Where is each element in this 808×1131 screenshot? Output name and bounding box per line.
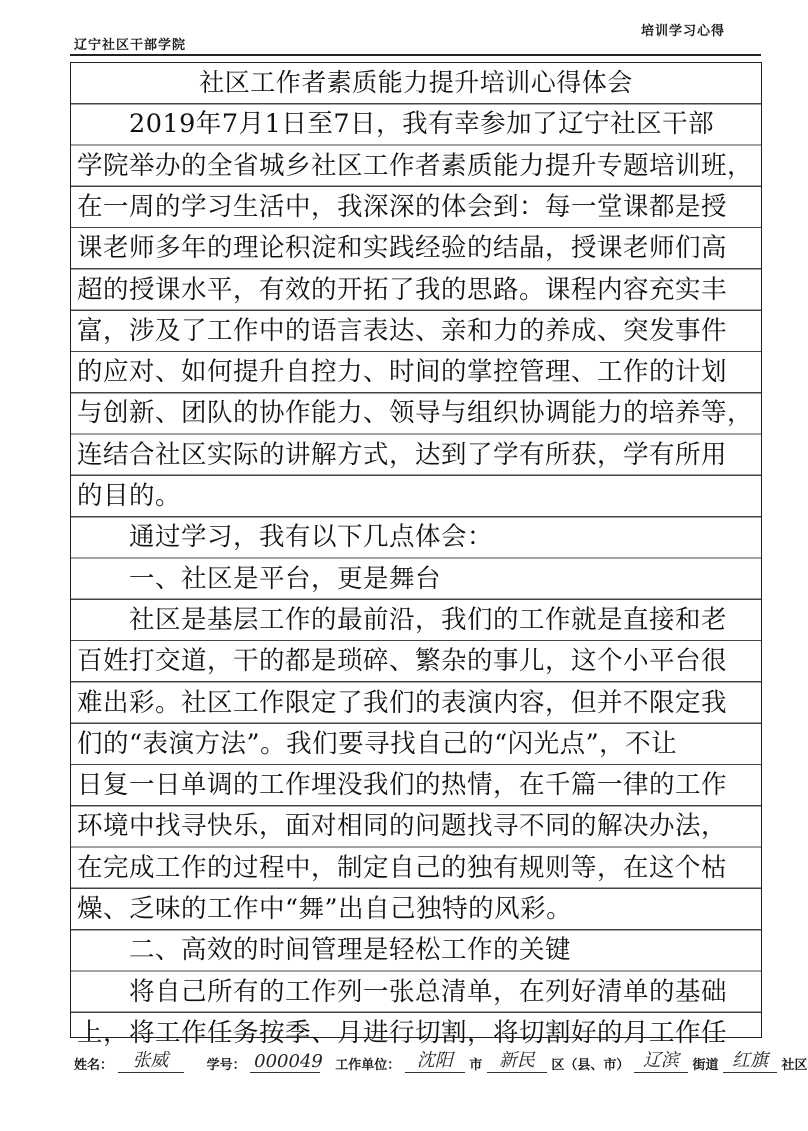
essay-line: 与创新、团队的协作能力、领导与组织协调能力的培养等， bbox=[77, 398, 754, 429]
essay-line: 上，将工作任务按季、月进行切割，将切割好的月工作任 bbox=[77, 1017, 728, 1048]
essay-line: 环境中找寻快乐，面对相同的问题找寻不同的解决办法， bbox=[77, 811, 728, 842]
street-value: 辽滨 bbox=[634, 1046, 688, 1073]
name-label: 姓名： bbox=[74, 1058, 114, 1073]
ruled-writing-area bbox=[70, 62, 762, 1048]
essay-line: 通过学习，我有以下几点体会： bbox=[77, 522, 494, 553]
essay-line: 们的“表演方法”。我们要寻找自己的“闪光点”，不让 bbox=[77, 728, 678, 759]
student-id-value: 000049 bbox=[250, 1051, 320, 1073]
essay-line: 的应对、如何提升自控力、时间的掌控管理、工作的计划 bbox=[77, 357, 728, 388]
district-suffix: 区（县、市） bbox=[551, 1058, 630, 1073]
community-value: 红旗 bbox=[723, 1046, 777, 1073]
essay-line: 课老师多年的理论积淀和实践经验的结晶，授课老师们高 bbox=[77, 233, 728, 264]
essay-line: 日复一日单调的工作埋没我们的热情，在千篇一律的工作 bbox=[77, 770, 728, 801]
document-type-header: 培训学习心得 bbox=[640, 24, 725, 39]
student-id-label: 学号： bbox=[206, 1058, 246, 1073]
work-unit-label: 工作单位： bbox=[335, 1058, 401, 1073]
city-suffix: 市 bbox=[469, 1058, 483, 1073]
essay-line: 百姓打交道，干的都是琐碎、繁杂的事儿，这个小平台很 bbox=[77, 646, 728, 677]
community-suffix: 社区 bbox=[781, 1058, 808, 1073]
essay-line: 一、社区是平台，更是舞台 bbox=[77, 563, 442, 594]
district-value: 新民 bbox=[487, 1046, 547, 1073]
essay-title: 社区工作者素质能力提升培训心得体会 bbox=[199, 68, 633, 97]
header-divider bbox=[70, 54, 761, 56]
institution-header: 辽宁社区干部学院 bbox=[74, 38, 187, 53]
essay-line: 连结合社区实际的讲解方式，达到了学有所获，学有所用 bbox=[77, 439, 728, 470]
essay-line: 学院举办的全省城乡社区工作者素质能力提升专题培训班， bbox=[77, 150, 754, 181]
essay-line: 社区是基层工作的最前沿，我们的工作就是直接和老 bbox=[77, 604, 728, 635]
essay-line: 燥、乏味的工作中“舞”出自己独特的风彩。 bbox=[77, 894, 573, 924]
essay-line: 在一周的学习生活中，我深深的体会到：每一堂课都是授 bbox=[77, 191, 728, 222]
street-suffix: 街道 bbox=[692, 1058, 719, 1073]
essay-line: 超的授课水平，有效的开拓了我的思路。课程内容充实丰 bbox=[77, 274, 728, 305]
essay-line: 二、高效的时间管理是轻松工作的关键 bbox=[77, 935, 572, 966]
essay-line: 难出彩。社区工作限定了我们的表演内容，但并不限定我 bbox=[77, 687, 728, 718]
footer-info-row bbox=[74, 1046, 808, 1073]
essay-line: 的目的。 bbox=[77, 481, 182, 511]
name-value: 张威 bbox=[118, 1046, 184, 1073]
essay-line: 富，涉及了工作中的语言表达、亲和力的养成、突发事件 bbox=[77, 315, 728, 346]
essay-line: 将自己所有的工作列一张总清单，在列好清单的基础 bbox=[77, 976, 728, 1007]
essay-line: 2019年7月1日至7日，我有幸参加了辽宁社区干部 bbox=[77, 109, 715, 140]
city-value: 沈阳 bbox=[405, 1046, 465, 1073]
essay-line: 在完成工作的过程中，制定自己的独有规则等，在这个枯 bbox=[77, 852, 728, 883]
